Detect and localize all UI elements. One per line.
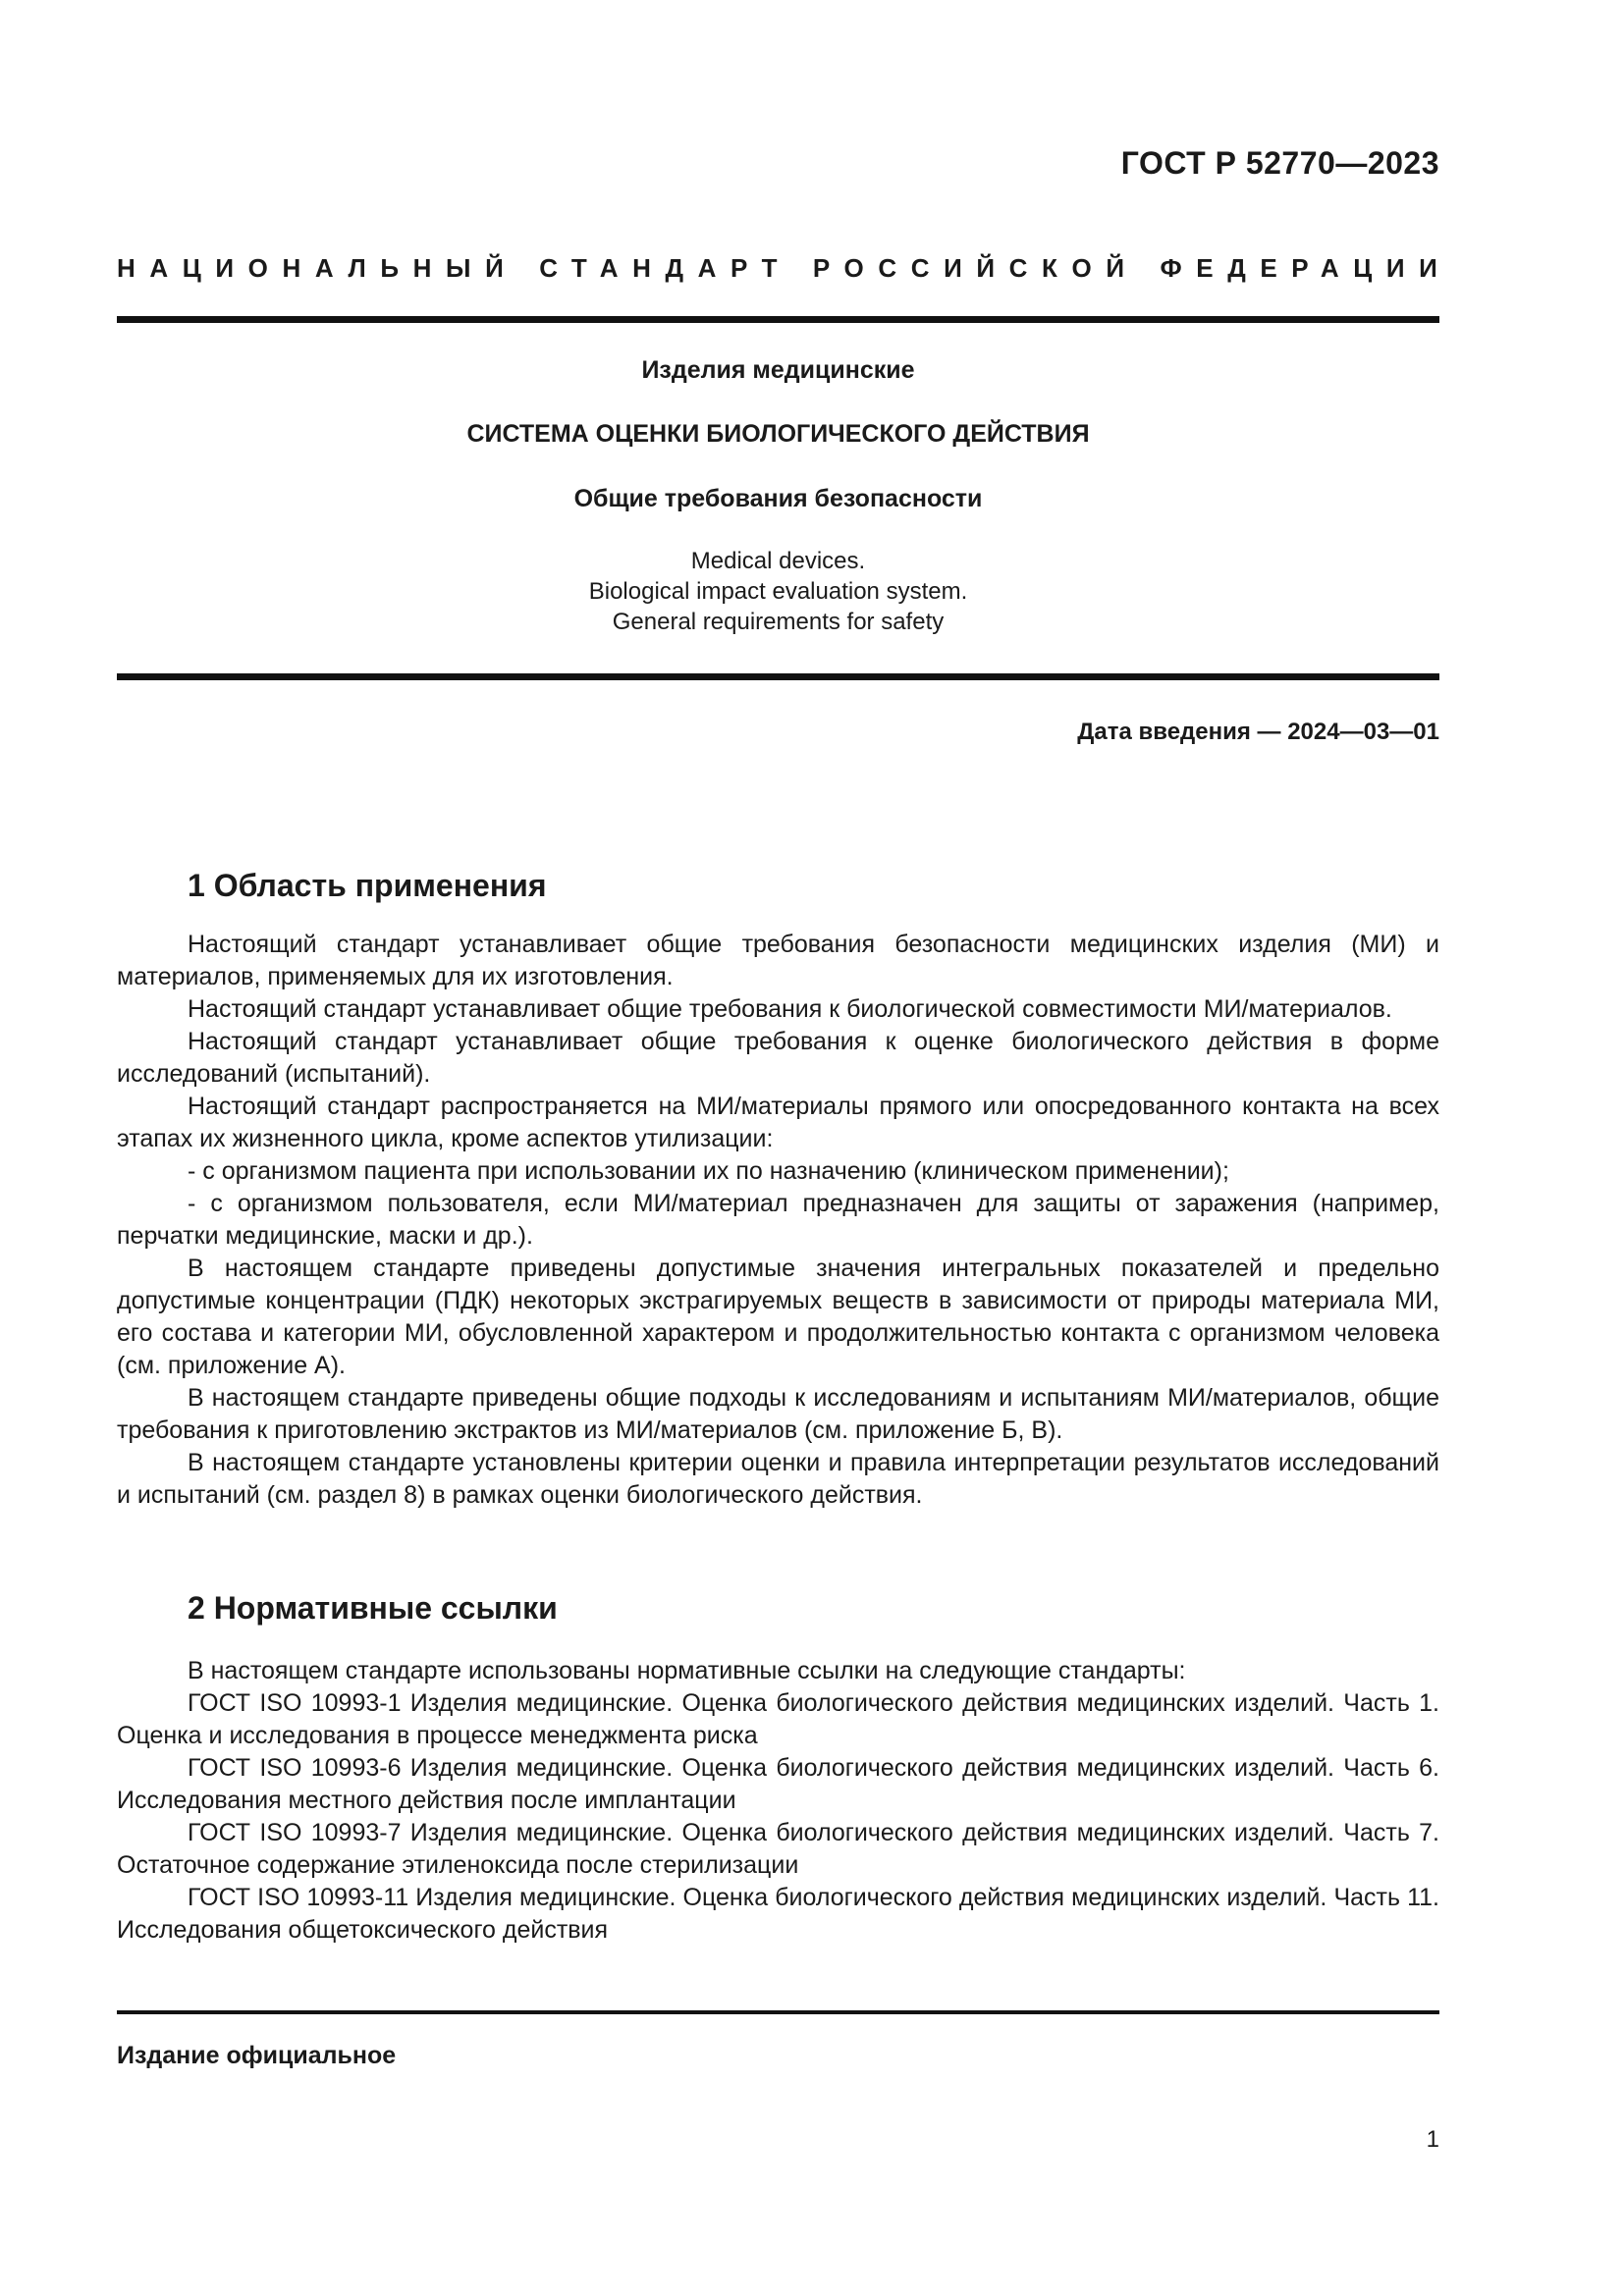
english-title-line: Biological impact evaluation system. [588, 578, 968, 605]
section-1-body [117, 929, 1439, 1512]
national-standard-banner: НАЦИОНАЛЬНЫЙ СТАНДАРТ РОССИЙСКОЙ ФЕДЕРАЦИИ [117, 253, 1452, 283]
paragraph: Настоящий стандарт распространяется на МИ/материалы прямого или опосредованного контакта на всех этапах их жизненного цикла, кроме аспектов утилизации: [117, 1093, 1439, 1152]
introduction-date: Дата введения — 2024—03—01 [1077, 719, 1439, 745]
normative-reference: ГОСТ ISO 10993-7 Изделия медицинские. Оценка биологического действия медицинских изделий. Часть 7. Остаточное содержание этиленоксида после стерилизации [117, 1819, 1439, 1879]
title-line-1: Изделия медицинские [641, 356, 915, 384]
paragraph: В настоящем стандарте установлены критерии оценки и правила интерпретации результатов исследований и испытаний (см. раздел 8) в рамках оценки биологического действия. [117, 1449, 1439, 1509]
title-line-3: Общие требования безопасности [573, 485, 983, 512]
paragraph: - с организмом пользователя, если МИ/материал предназначен для защиты от заражения (например, перчатки медицинские, маски и др.). [117, 1190, 1439, 1250]
footer-divider [117, 2010, 1439, 2014]
paragraph: В настоящем стандарте приведены общие подходы к исследованиям и испытаниям МИ/материалов, общие требования к приготовлению экстрактов из МИ/материалов (см. приложение Б, В). [117, 1384, 1439, 1444]
normative-reference: ГОСТ ISO 10993-1 Изделия медицинские. Оценка биологического действия медицинских изделий. Часть 1. Оценка и исследования в процессе менеджмента риска [117, 1689, 1439, 1749]
header-divider [117, 316, 1439, 323]
paragraph: Настоящий стандарт устанавливает общие требования безопасности медицинских изделия (МИ) и материалов, применяемых для их изготовления. [117, 931, 1439, 990]
title-line-2: СИСТЕМА ОЦЕНКИ БИОЛОГИЧЕСКОГО ДЕЙСТВИЯ [466, 420, 1090, 448]
normative-reference: ГОСТ ISO 10993-6 Изделия медицинские. Оценка биологического действия медицинских изделий. Часть 6. Исследования местного действия после имплантации [117, 1754, 1439, 1814]
section-2-heading: 2 Нормативные ссылки [188, 1590, 558, 1626]
normative-reference: ГОСТ ISO 10993-11 Изделия медицинские. Оценка биологического действия медицинских изделий. Часть 11. Исследования общетоксического действия [117, 1884, 1439, 1944]
gost-number: ГОСТ Р 52770—2023 [1120, 145, 1439, 181]
paragraph: В настоящем стандарте использованы нормативные ссылки на следующие стандарты: [188, 1657, 1186, 1684]
english-title [117, 546, 1439, 637]
section-2-body [117, 1655, 1439, 1947]
official-edition-label: Издание официальное [117, 2042, 397, 2069]
paragraph: - с организмом пациента при использовании их по назначению (клиническом применении); [188, 1157, 1229, 1185]
page-number: 1 [1426, 2126, 1439, 2153]
section-1-heading: 1 Область применения [188, 868, 547, 903]
document-page [117, 0, 1452, 2296]
paragraph: Настоящий стандарт устанавливает общие требования к биологической совместимости МИ/материалов. [188, 995, 1392, 1023]
english-title-line: General requirements for safety [612, 609, 945, 635]
paragraph: Настоящий стандарт устанавливает общие требования к оценке биологического действия в форме исследований (испытаний). [117, 1028, 1439, 1088]
paragraph: В настоящем стандарте приведены допустимые значения интегральных показателей и предельно допустимые концентрации (ПДК) некоторых экстрагируемых веществ в зависимости от природы материала МИ, его состава и категории МИ, обусловленной характером и продолжительностью контакта с организмом человека (см. приложение А). [117, 1255, 1439, 1379]
english-title-line: Medical devices. [690, 548, 866, 574]
title-divider [117, 673, 1439, 680]
